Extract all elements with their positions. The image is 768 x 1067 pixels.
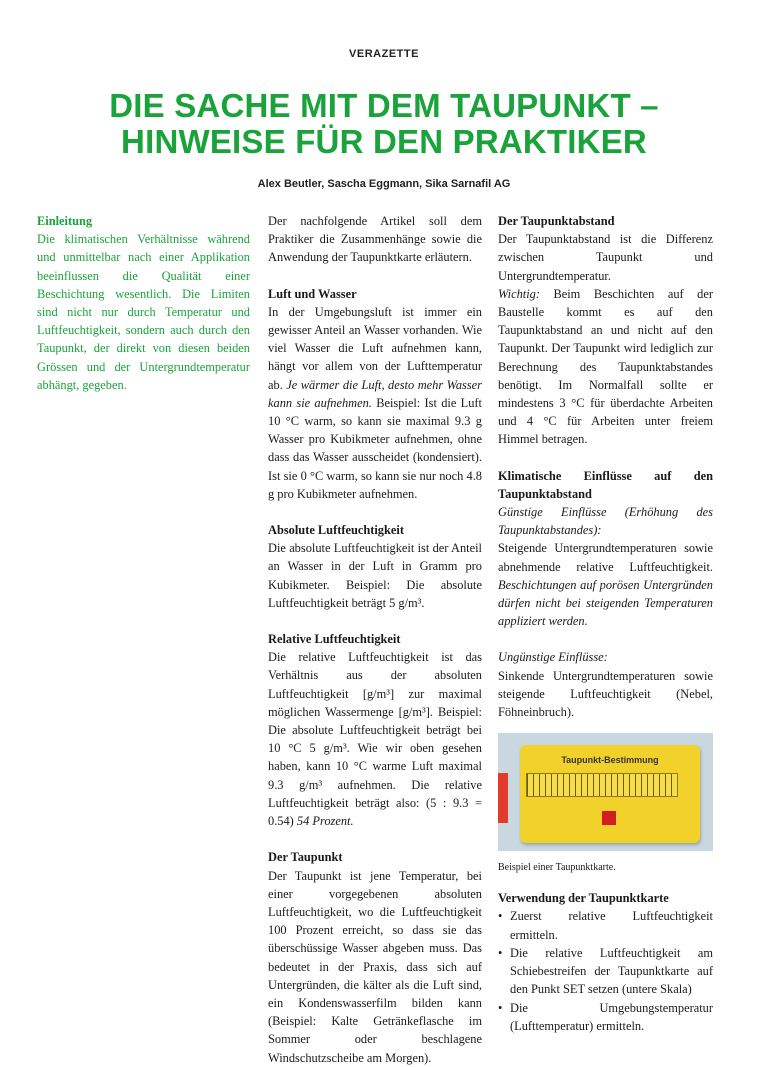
label-guenstige-einfluesse: Günstige Einflüsse (Erhöhung des Taupunktabstandes):	[498, 505, 713, 538]
column-intro	[37, 212, 250, 394]
heading-der-taupunkt: Der Taupunkt	[268, 850, 343, 865]
paragraph-guenstige-einfluesse: Steigende Untergrundtemperaturen sowie abnehmende relative Luftfeuchtigkeit. Beschichtungen auf porösen Untergründen dürfen nicht bei steigenden Temperaturen appliziert werden.	[498, 541, 713, 629]
title-line-1: DIE SACHE MIT DEM TAUPUNKT –	[109, 87, 659, 124]
card-scale-slider	[526, 773, 678, 797]
paragraph-relative-luftfeuchtigkeit: Die relative Luftfeuchtigkeit ist das Verhältnis aus der absoluten Luftfeuchtigkeit [g/m³] zur maximal möglichen Wassermenge [g/m³]. Beispiel: Die absolute Luftfeuchtigkeit beträgt bei 10 °C 5 g/m³. Wie wir oben gesehen haben, kann 10 °C warme Luft maximal 9.3 g/m³ aufnehmen. Die relative Luftfeuchtigkeit beträgt also: (5 : 9.3 = 0.54) 54 Prozent.	[268, 650, 482, 829]
heading-relative-luftfeuchtigkeit: Relative Luftfeuchtigkeit	[268, 632, 401, 647]
red-slider-edge	[498, 773, 508, 823]
section-kicker: VERAZETTE	[349, 48, 419, 60]
heading-luft-und-wasser: Luft und Wasser	[268, 286, 357, 301]
paragraph-luft-und-wasser: In der Umgebungsluft ist immer ein gewisser Anteil an Wasser vorhanden. Wie viel Wasser die Luft aufnehmen kann, hängt vor allem von der Lufttemperatur ab. Je wärmer die Luft, desto mehr Wasser kann sie aufnehmen. Beispiel: Ist die Luft 10 °C warm, so kann sie maximal 9.3 g Wasser pro Kubikmeter aufnehmen, ohne dass das Wasser ausscheidet (kondensiert). Ist sie 0 °C warm, so kann sie nur noch 4.8 g pro Kubikmeter aufnehmen.	[268, 304, 483, 501]
taupunktkarte-card	[520, 745, 700, 843]
column-middle	[268, 212, 482, 1067]
intro-paragraph: Die klimatischen Verhältnisse während und unmittelbar nach einer Applikation beeinflussen die Qualität einer Beschichtung wesentlich. Die Limiten sind nicht nur durch Temperatur und Luftfeuchtigkeit, sondern auch durch den Taupunkt, der direkt von diesen beiden Grössen und der Untergrundtemperatur abhängt, gegeben.	[37, 232, 250, 392]
label-unguenstige-einfluesse: Ungünstige Einflüsse:	[498, 650, 608, 665]
heading-taupunktabstand: Der Taupunktabstand	[498, 214, 615, 228]
heading-einleitung: Einleitung	[37, 214, 93, 228]
verwendung-list	[498, 907, 713, 1034]
list-item: • Zuerst relative Luftfeuchtigkeit ermitteln.	[498, 907, 713, 943]
sika-logo-icon	[602, 811, 616, 825]
heading-verwendung: Verwendung der Taupunktkarte	[498, 891, 669, 906]
paragraph-taupunktabstand: Der Taupunktabstand ist die Differenz zwischen Taupunkt und Untergrundtemperatur.	[498, 232, 713, 283]
heading-absolute-luftfeuchtigkeit: Absolute Luftfeuchtigkeit	[268, 523, 404, 538]
article-title	[0, 88, 768, 160]
paragraph-absolute-luftfeuchtigkeit: Die absolute Luftfeuchtigkeit ist der Anteil an Wasser in der Luft in Gramm pro Kubikmeter. Beispiel: Die absolute Luftfeuchtigkeit beträgt 5 g/m³.	[268, 541, 482, 610]
heading-klimatische-einfluesse: Klimatische Einflüsse auf den Taupunktabstand	[498, 468, 713, 501]
column-right	[498, 212, 713, 1035]
photo-caption: Beispiel einer Taupunktkarte.	[498, 862, 616, 874]
paragraph-der-taupunkt: Der Taupunkt ist jene Temperatur, bei einer vorgegebenen absoluten Luftfeuchtigkeit, wo die Luftfeuchtigkeit 100 Prozent erreicht, so dass sie das überschüssige Wasser abgeben muss. Das bedeutet in der Praxis, dass sich auf Untergründen, die kälter als die Luft sind, ein Kondenswasserfilm bilden kann (Beispiel: Kalte Getränkeflasche im Sommer oder beschlagene Windschutzscheibe am Morgen).	[268, 868, 482, 1065]
card-title: Taupunkt-Bestimmung	[561, 755, 659, 766]
article-authors: Alex Beutler, Sascha Eggmann, Sika Sarnafil AG	[257, 178, 511, 190]
title-line-2: HINWEISE FÜR DEN PRAKTIKER	[121, 123, 647, 160]
list-item: • Die relative Luftfeuchtigkeit am Schiebestreifen der Taupunktkarte auf den Punkt SET setzen (untere Skala)	[498, 944, 713, 999]
taupunktkarte-photo	[498, 733, 713, 851]
paragraph-wichtig: Wichtig: Beim Beschichten auf der Baustelle kommt es auf den Taupunktabstand an und nicht auf den Taupunkt. Der Taupunkt wird lediglich zur Berechnung des Taupunktabstandes benötigt. Im Normalfall sollte er mindestens 3 °C für überdachte Arbeiten und 4 °C für Arbeiten unter freiem Himmel betragen.	[498, 286, 713, 447]
article-lead: Der nachfolgende Artikel soll dem Praktiker die Zusammenhänge sowie die Anwendung der Taupunktkarte erläutern.	[268, 214, 482, 265]
paragraph-unguenstige-einfluesse: Sinkende Untergrundtemperaturen sowie steigende Luftfeuchtigkeit (Nebel, Föhneinbruch).	[498, 668, 713, 720]
list-item: • Die Umgebungstemperatur (Lufttemperatur) ermitteln.	[498, 999, 713, 1035]
